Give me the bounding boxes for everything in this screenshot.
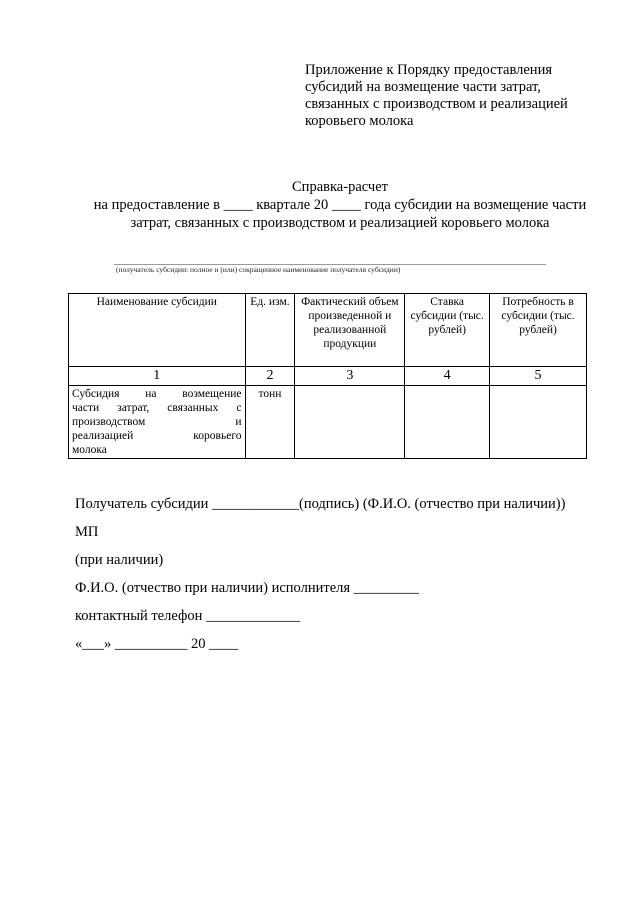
subsidy-name-line: производством и xyxy=(72,416,242,428)
table-row xyxy=(69,386,587,459)
recipient-caption: (получатель субсидии: полное и (или) сокращенное наименование получателя субсидии) xyxy=(116,265,401,274)
date-line: «___» __________ 20 ____ xyxy=(75,636,239,652)
table-header-cell: Ставка субсидии (тыс. рублей) xyxy=(405,294,490,367)
subsidy-name-cell xyxy=(69,386,246,459)
subsidy-name-line: Субсидия на возмещение xyxy=(72,388,242,400)
table-header-cell: Потребность в субсидии (тыс. рублей) xyxy=(490,294,587,367)
document-title-block xyxy=(60,178,620,232)
recipient-signature-line: Получатель субсидии ____________(подпись) (Ф.И.О. (отчество при наличии)) xyxy=(75,496,566,512)
stamp-label: МП xyxy=(75,524,99,540)
appendix-line: связанных с производством и реализацией xyxy=(305,96,568,112)
column-number-cell: 3 xyxy=(295,367,405,386)
table-header-cell: Наименование субсидии xyxy=(69,294,246,367)
document-subtitle-line: на предоставление в ____ квартале 20 ____ года субсидии на возмещение части xyxy=(93,197,587,213)
subsidy-name-line: молока xyxy=(72,444,107,456)
volume-cell xyxy=(295,386,405,459)
rate-cell xyxy=(405,386,490,459)
appendix-line: субсидий на возмещение части затрат, xyxy=(305,79,541,95)
table-header-cell: Фактический объем произведенной и реализованной продукции xyxy=(295,294,405,367)
need-cell xyxy=(490,386,587,459)
column-number-cell: 2 xyxy=(245,367,295,386)
appendix-line: коровьего молока xyxy=(305,113,414,129)
column-number-cell: 5 xyxy=(490,367,587,386)
phone-line: контактный телефон _____________ xyxy=(75,608,301,624)
document-heading: Справка-расчет xyxy=(292,179,388,195)
subsidy-name-line: части затрат, связанных с xyxy=(72,402,242,414)
subsidy-name-line: реализацией коровьего xyxy=(72,430,242,442)
table-header-row xyxy=(69,294,587,367)
signature-block xyxy=(75,496,615,664)
appendix-note xyxy=(305,62,605,130)
calculation-table xyxy=(68,293,587,459)
column-number-cell: 1 xyxy=(69,367,246,386)
table-column-number-row xyxy=(69,367,587,386)
unit-cell: тонн xyxy=(245,386,295,459)
stamp-note: (при наличии) xyxy=(75,552,164,568)
column-number-cell: 4 xyxy=(405,367,490,386)
table-header-cell: Ед. изм. xyxy=(245,294,295,367)
executor-line: Ф.И.О. (отчество при наличии) исполнителя _________ xyxy=(75,580,419,596)
document-subtitle-line: затрат, связанных с производством и реализацией коровьего молока xyxy=(130,215,550,231)
appendix-line: Приложение к Порядку предоставления xyxy=(305,62,552,78)
